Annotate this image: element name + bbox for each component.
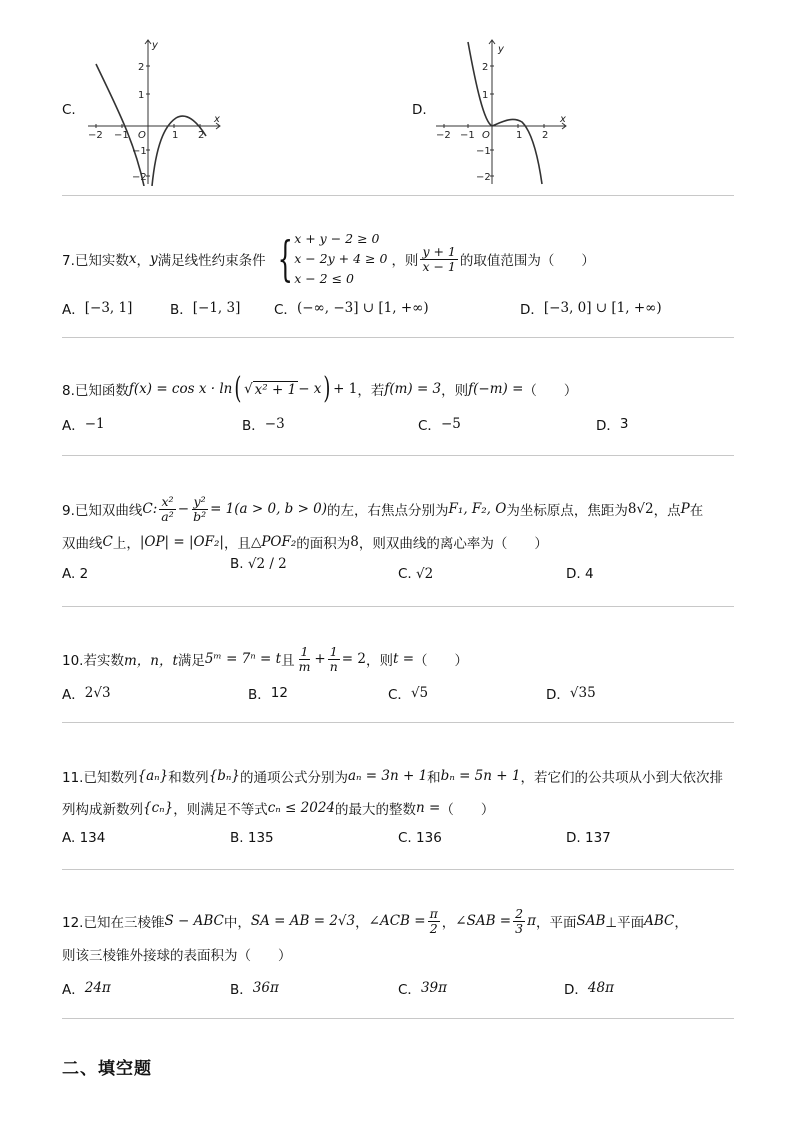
graph-c-tick-y2: 1 xyxy=(138,90,145,101)
graph-c-tick-x2: −1 xyxy=(114,130,129,141)
graph-c-axis-x: x xyxy=(214,114,220,125)
graph-c-tick-x4: 2 xyxy=(198,130,205,141)
q10-stem: 10.若实数 m，n，t 满足 5ᵐ = 7ⁿ = t 且 $\frac{1}{m}$ + $\frac{1}{n}$ = 2 ，则 t = （ ） xyxy=(62,643,469,674)
q7-comma: ， xyxy=(136,253,151,269)
q11-option-b[interactable]: B. 135 xyxy=(230,830,274,846)
q7-fraction xyxy=(420,245,457,274)
q7-prefix: 7.已知实数 xyxy=(62,253,129,269)
q11-option-a[interactable]: A. 134 xyxy=(62,830,106,846)
graph-d-tick-y4: −2 xyxy=(476,172,491,183)
q11-option-d[interactable]: D. 137 xyxy=(566,830,611,846)
graph-d-tick-x1: −2 xyxy=(436,130,451,141)
graph-d-tick-y3: −1 xyxy=(476,146,491,157)
q8-then: ，则 xyxy=(441,383,469,399)
q8-sqrt: √ x² + 1 xyxy=(244,380,297,398)
q8-stem: 8.已知函数 f(x) = cos x · ln ( √ x² + 1 − x ) + 1 ，若 f(m) = 3 ，则 f(−m) = （ ） xyxy=(62,371,578,406)
q9-stem-line-2: 双曲线 C 上， |OP| = |OF₂| ，且 △POF₂ 的面积为 8 ，则双曲线的离心率为（ ） xyxy=(62,534,548,552)
q10-option-b[interactable]: B． 12 xyxy=(248,685,288,703)
q7-constraint-3: x − 2 ≤ 0 xyxy=(294,271,354,286)
q7-suffix: 的取值范围为（ ） xyxy=(459,253,595,269)
q7-then: ，则 xyxy=(391,253,419,269)
graph-d-tick-x4: 2 xyxy=(542,130,549,141)
graph-c-tick-y3: −1 xyxy=(132,146,147,157)
q11-option-c[interactable]: C. 136 xyxy=(398,830,442,846)
q8-cond: ，若 xyxy=(357,383,385,399)
graph-d-tick-y1: 2 xyxy=(482,62,489,73)
q8-ask-expr: f(−m) = xyxy=(468,381,524,397)
graph-d-axis-x: x xyxy=(560,114,566,125)
q7-mid: 满足线性约束条件 xyxy=(157,253,266,269)
graph-d-tick-x2: −1 xyxy=(460,130,475,141)
q9-option-d[interactable]: D. 4 xyxy=(566,566,594,582)
q12-option-a[interactable]: A． 24π xyxy=(62,980,111,998)
q8-suffix: （ ） xyxy=(523,383,578,399)
q11-stem-line-2: 列构成新数列 {cₙ} ，则满足不等式 cₙ ≤ 2024 的最大的整数 n = （ ） xyxy=(62,800,495,818)
q12-option-c[interactable]: C． 39π xyxy=(398,980,447,998)
graph-c-tick-y4: −2 xyxy=(132,172,147,183)
q7-constraint-1: x + y − 2 ≥ 0 xyxy=(294,231,380,246)
q8-inner-tail: − x xyxy=(298,381,322,397)
option-c-label: C. xyxy=(62,102,76,118)
q7-option-d[interactable]: D． [−3, 0] ∪ [1, +∞) xyxy=(520,300,662,318)
graph-c-origin: O xyxy=(138,130,146,141)
q7-frac-den: x − 1 xyxy=(422,258,456,274)
graph-c-tick-x3: 1 xyxy=(172,130,179,141)
q7-option-b[interactable]: B． [−1, 3] xyxy=(170,300,241,318)
q8-plus: + 1 xyxy=(333,381,358,397)
divider-7 xyxy=(62,1018,734,1019)
graph-c xyxy=(86,36,226,186)
option-d-label: D. xyxy=(412,102,427,118)
q10-option-a[interactable]: A． 2√3 xyxy=(62,685,111,703)
divider-5 xyxy=(62,722,734,723)
graph-c-tick-y1: 2 xyxy=(138,62,145,73)
q7-frac-num: y + 1 xyxy=(422,243,456,259)
graph-d-tick-y2: 1 xyxy=(482,90,489,101)
q12-stem-line-1: 12.已知在三棱锥 S − ABC 中， SA = AB = 2√3 ， ∠ACB = $\frac{\pi}{2}$ ， ∠SAB = $\frac{2}{3}$ π ，平面 SAB ⊥平面 ABC ， xyxy=(62,905,688,936)
q10-option-d[interactable]: D． √35 xyxy=(546,685,596,703)
q12-stem-line-2: 则该三棱锥外接球的表面积为（ ） xyxy=(62,948,292,964)
graph-d-tick-x3: 1 xyxy=(516,130,523,141)
q8-option-c[interactable]: C． −5 xyxy=(418,416,461,434)
q12-option-d[interactable]: D． 48π xyxy=(564,980,614,998)
q8-prefix: 8.已知函数 xyxy=(62,383,129,399)
graph-d-axis-y: y xyxy=(498,44,504,55)
divider-3 xyxy=(62,455,734,456)
q7-option-c[interactable]: C． (−∞, −3] ∪ [1, +∞) xyxy=(274,300,429,318)
q8-option-a[interactable]: A． −1 xyxy=(62,416,105,434)
q7-constraint-system: { x + y − 2 ≥ 0 x − 2y + 4 ≥ 0 x − 2 ≤ 0 xyxy=(277,231,388,287)
q8-option-b[interactable]: B． −3 xyxy=(242,416,285,434)
graph-c-tick-x1: −2 xyxy=(88,130,103,141)
q7-var-y: y xyxy=(150,251,158,267)
q11-stem-line-1: 11.已知数列 {aₙ} 和数列 {bₙ} 的通项公式分别为 aₙ = 3n + 1 和 bₙ = 5n + 1 ，若它们的公共项从小到大依次排 xyxy=(62,768,723,786)
divider-1 xyxy=(62,195,734,196)
divider-6 xyxy=(62,869,734,870)
graph-d-origin: O xyxy=(482,130,490,141)
q7-stem xyxy=(62,228,595,290)
q9-option-a[interactable]: A. 2 xyxy=(62,566,89,582)
graph-c-axis-y: y xyxy=(152,40,158,51)
graph-c-curve-left xyxy=(96,64,144,186)
divider-4 xyxy=(62,606,734,607)
divider-2 xyxy=(62,337,734,338)
q9-stem-line-1: 9.已知双曲线 C: $\frac{\text{x²}}{\text{a²}}$ − $\frac{\text{y²}}{\text{b²}}$ = 1(a > 0, b > 0) 的左，右焦点分别为 F₁, F₂, O 为坐标原点，焦距为 8√2 ，点 P 在 xyxy=(62,493,704,524)
q12-option-b[interactable]: B． 36π xyxy=(230,980,279,998)
graph-c-curve-right xyxy=(152,116,206,186)
q10-option-c[interactable]: C． √5 xyxy=(388,685,429,703)
q7-var-x: x xyxy=(128,251,137,267)
q9-option-b[interactable]: B. √2 / 2 xyxy=(230,556,287,572)
q7-option-a[interactable]: A． [−3, 1] xyxy=(62,300,133,318)
q9-option-c[interactable]: C. √2 xyxy=(398,566,434,582)
q8-option-d[interactable]: D． 3 xyxy=(596,416,629,434)
q8-cond-expr: f(m) = 3 xyxy=(384,381,442,397)
q7-constraint-2: x − 2y + 4 ≥ 0 xyxy=(294,251,388,266)
section-title: 二、填空题 xyxy=(62,1059,152,1079)
graph-d xyxy=(432,36,572,186)
q8-func: f(x) = cos x · ln xyxy=(128,381,233,397)
graph-d-curve xyxy=(468,42,542,184)
